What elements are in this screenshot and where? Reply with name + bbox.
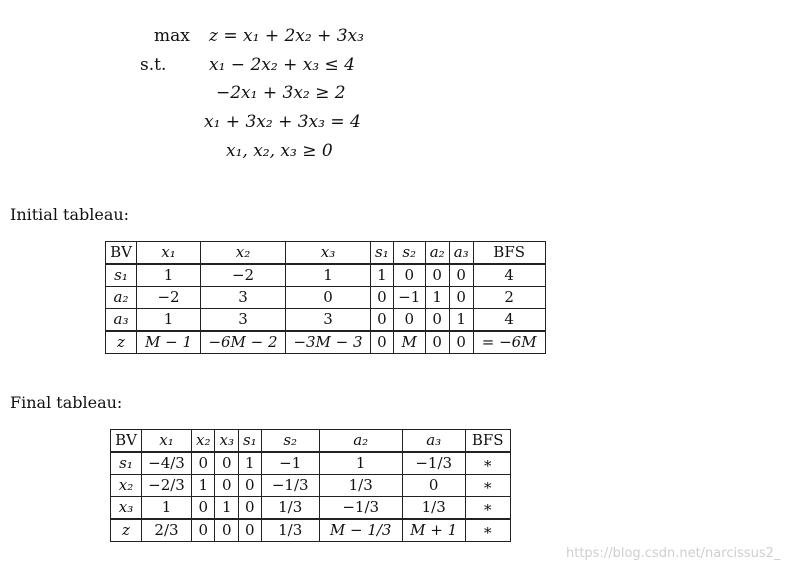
table-cell: 4 bbox=[473, 264, 545, 287]
table-cell: 0 bbox=[371, 331, 394, 354]
table-cell: 0 bbox=[215, 519, 238, 542]
table-cell: 0 bbox=[286, 287, 371, 309]
table-cell: −1/3 bbox=[319, 497, 402, 520]
objective-row bbox=[106, 331, 546, 354]
table-cell: 4 bbox=[473, 309, 545, 332]
objective-label-cell: z bbox=[111, 519, 142, 542]
table-cell: 1 bbox=[137, 264, 201, 287]
table-cell: 0 bbox=[393, 264, 425, 287]
table-cell: −2/3 bbox=[142, 475, 192, 497]
final-tableau-label: Final tableau: bbox=[10, 393, 123, 412]
header-cell: x₁ bbox=[142, 430, 192, 453]
table-cell: 3 bbox=[201, 309, 286, 332]
objective-row bbox=[111, 519, 511, 542]
table-cell: 1/3 bbox=[319, 475, 402, 497]
table-cell: 0 bbox=[371, 309, 394, 332]
table-row bbox=[111, 497, 511, 520]
table-cell: 0 bbox=[215, 475, 238, 497]
header-cell: s₂ bbox=[261, 430, 319, 453]
table-cell: 1/3 bbox=[402, 497, 465, 520]
header-cell: x₂ bbox=[192, 430, 215, 453]
table-cell: 0 bbox=[215, 452, 238, 475]
table-cell: 3 bbox=[286, 309, 371, 332]
table-cell: 1 bbox=[319, 452, 402, 475]
table-cell: 0 bbox=[192, 519, 215, 542]
table-cell: 1 bbox=[142, 497, 192, 520]
table-cell: 1 bbox=[192, 475, 215, 497]
table-cell: M + 1 bbox=[402, 519, 465, 542]
table-cell: −4/3 bbox=[142, 452, 192, 475]
header-cell: s₁ bbox=[238, 430, 261, 453]
table-cell: 1 bbox=[449, 309, 473, 332]
table-cell: −3M − 3 bbox=[286, 331, 371, 354]
header-cell: x₃ bbox=[286, 242, 371, 265]
header-cell: s₁ bbox=[371, 242, 394, 265]
header-cell: BV bbox=[111, 430, 142, 453]
table-cell: ∗ bbox=[465, 452, 510, 475]
header-cell: BFS bbox=[473, 242, 545, 265]
initial-tableau bbox=[105, 241, 546, 354]
constraint-2: −2x₁ + 3x₂ ≥ 2 bbox=[216, 83, 346, 103]
table-cell: 0 bbox=[402, 475, 465, 497]
table-cell: 0 bbox=[192, 452, 215, 475]
table-cell: ∗ bbox=[465, 497, 510, 520]
table-cell: 0 bbox=[238, 475, 261, 497]
table-cell: 0 bbox=[238, 497, 261, 520]
table-cell: −1/3 bbox=[261, 475, 319, 497]
table-cell: 0 bbox=[425, 264, 449, 287]
table-row bbox=[111, 475, 511, 497]
constraint-1: x₁ − 2x₂ + x₃ ≤ 4 bbox=[209, 55, 355, 75]
nonnegativity-constraint: x₁, x₂, x₃ ≥ 0 bbox=[226, 141, 333, 161]
table-cell: 1/3 bbox=[261, 497, 319, 520]
header-cell: x₁ bbox=[137, 242, 201, 265]
initial-tableau-label: Initial tableau: bbox=[10, 205, 130, 224]
table-cell: 2/3 bbox=[142, 519, 192, 542]
table-row bbox=[106, 309, 546, 332]
basis-variable-cell: s₁ bbox=[111, 452, 142, 475]
table-cell: −1/3 bbox=[402, 452, 465, 475]
final-tableau bbox=[110, 429, 511, 542]
header-cell: a₃ bbox=[449, 242, 473, 265]
table-cell: 0 bbox=[192, 497, 215, 520]
header-cell: BFS bbox=[465, 430, 510, 453]
table-cell: 2 bbox=[473, 287, 545, 309]
header-cell: x₃ bbox=[215, 430, 238, 453]
constraint-3: x₁ + 3x₂ + 3x₃ = 4 bbox=[204, 112, 361, 132]
table-cell: 1 bbox=[137, 309, 201, 332]
basis-variable-cell: x₃ bbox=[111, 497, 142, 520]
initial-tableau-table bbox=[105, 241, 546, 354]
table-cell: 1/3 bbox=[261, 519, 319, 542]
table-row bbox=[106, 264, 546, 287]
table-header-row bbox=[106, 242, 546, 265]
table-cell: −2 bbox=[137, 287, 201, 309]
st-keyword: s.t. bbox=[140, 55, 167, 75]
table-cell: ∗ bbox=[465, 519, 510, 542]
table-cell: M − 1 bbox=[137, 331, 201, 354]
table-cell: 1 bbox=[425, 287, 449, 309]
table-cell: 0 bbox=[371, 287, 394, 309]
table-cell: 1 bbox=[286, 264, 371, 287]
table-cell: 3 bbox=[201, 287, 286, 309]
basis-variable-cell: a₃ bbox=[106, 309, 137, 332]
table-cell: −2 bbox=[201, 264, 286, 287]
objective-label-cell: z bbox=[106, 331, 137, 354]
basis-variable-cell: a₂ bbox=[106, 287, 137, 309]
table-cell: 0 bbox=[449, 287, 473, 309]
table-cell: 0 bbox=[425, 309, 449, 332]
table-cell: −1 bbox=[393, 287, 425, 309]
table-cell: 1 bbox=[215, 497, 238, 520]
header-cell: s₂ bbox=[393, 242, 425, 265]
table-cell: 0 bbox=[238, 519, 261, 542]
table-cell: M − 1/3 bbox=[319, 519, 402, 542]
basis-variable-cell: s₁ bbox=[106, 264, 137, 287]
table-cell: 1 bbox=[238, 452, 261, 475]
table-cell: 0 bbox=[449, 331, 473, 354]
max-keyword: max bbox=[154, 26, 190, 46]
table-cell: 1 bbox=[371, 264, 394, 287]
basis-variable-cell: x₂ bbox=[111, 475, 142, 497]
table-cell: ∗ bbox=[465, 475, 510, 497]
table-row bbox=[111, 452, 511, 475]
header-cell: a₂ bbox=[319, 430, 402, 453]
table-cell: −1 bbox=[261, 452, 319, 475]
table-cell: 0 bbox=[449, 264, 473, 287]
objective-function: z = x₁ + 2x₂ + 3x₃ bbox=[209, 26, 364, 46]
table-header-row bbox=[111, 430, 511, 453]
final-tableau-table bbox=[110, 429, 511, 542]
header-cell: BV bbox=[106, 242, 137, 265]
table-cell: = −6M bbox=[473, 331, 545, 354]
header-cell: x₂ bbox=[201, 242, 286, 265]
table-cell: 0 bbox=[425, 331, 449, 354]
table-cell: M bbox=[393, 331, 425, 354]
table-cell: 0 bbox=[393, 309, 425, 332]
table-cell: −6M − 2 bbox=[201, 331, 286, 354]
watermark-text: https://blog.csdn.net/narcissus2_ bbox=[566, 546, 781, 561]
header-cell: a₃ bbox=[402, 430, 465, 453]
table-row bbox=[106, 287, 546, 309]
header-cell: a₂ bbox=[425, 242, 449, 265]
